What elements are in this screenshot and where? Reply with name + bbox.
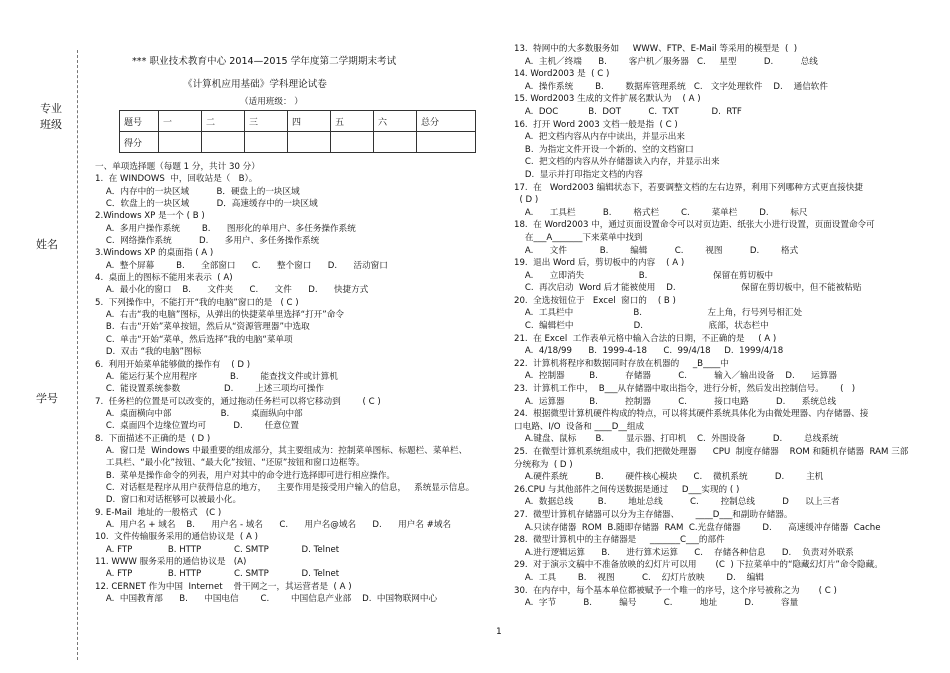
question-line: C. 编辑栏中 D. 底部，状态栏中 xyxy=(514,321,769,332)
right-question-column xyxy=(514,43,908,610)
question-line: A．内存中的一块区域 B．硬盘上的一块区域 xyxy=(95,186,300,197)
question-line: A. 右击“我的电脑”图标，从弹出的快捷菜单里选择“打开”命令 xyxy=(95,310,344,321)
question-line: B. 为指定文件开设一个新的、空的文档窗口 xyxy=(514,144,694,155)
question-line: 9. E-Mail 地址的一般格式 (C ) xyxy=(95,507,222,518)
score-table-header-row xyxy=(120,111,476,132)
question-line: 23. 计算机工作中， B___从存储器中取出指令，进行分析，然后发出控制信号。 ( ) xyxy=(514,384,856,395)
question-line: 10. 文件传输服务采用的通信协议是 ( A ) xyxy=(95,532,258,543)
question-line: A. 窗口是 Windows 中最重要的组成部分，其主要组成为：控制菜单图标、标题栏、菜单栏、 xyxy=(95,445,468,456)
question-line: A. 立即消失 B. 保留在剪切板中 xyxy=(514,270,774,281)
question-line: A. 最小化的窗口 B. 文件夹 C. 文件 D. 快捷方式 xyxy=(95,285,369,296)
score-input-cell[interactable] xyxy=(245,132,288,153)
question-line: 分统称为 ( D ) xyxy=(514,459,573,470)
score-table-score-row xyxy=(120,132,476,153)
question-line: A. 整个屏幕 B. 全部窗口 C. 整个窗口 D. 活动窗口 xyxy=(95,260,388,271)
table-cell: 四 xyxy=(288,111,331,132)
table-cell: 三 xyxy=(245,111,288,132)
side-label-student-id: 学号 xyxy=(36,392,58,405)
question-line: A. 把文档内容从内存中读出，并显示出来 xyxy=(514,132,685,143)
question-line: 29. 对于演示文稿中不准备放映的幻灯片可以用 (C ) 下拉菜单中的“隐藏幻灯片”命令隐藏。 xyxy=(514,560,883,571)
question-line: A. 运算器 B. 控制器 C. 接口电路 D. 系统总线 xyxy=(514,396,837,407)
question-line: A. 操作系统 B. 数据库管理系统 C. 文字处理软件 D. 通信软件 xyxy=(514,81,828,92)
question-line: 11. WWW 服务采用的通信协议是 (A) xyxy=(95,557,247,567)
question-line: D. 窗口和对话框够可以被最小化。 xyxy=(95,495,242,506)
question-line: A. 桌面横向中部 B. 桌面纵向中部 xyxy=(95,408,303,419)
exam-title: *** 职业技术教育中心 2014—2015 学年度第二学期期末考试 xyxy=(132,56,397,67)
score-input-cell[interactable] xyxy=(417,132,476,153)
question-line: 18. 在 Word2003 中，通过页面设置命令可以对页边距、纸张大小进行设置，页面设置命令可 xyxy=(514,220,875,231)
question-line: 工具栏、“最小化”按钮、“最大化”按钮、“还原”按钮和窗口边框等。 xyxy=(95,458,365,469)
left-question-column xyxy=(95,161,474,605)
question-line: A.只读存储器 ROM B.随即存储器 RAM C.光盘存储器 D. 高速缓冲存储器 Cache xyxy=(514,522,881,533)
table-cell: 二 xyxy=(202,111,245,132)
question-line: 2.Windows XP 是一个 ( B ) xyxy=(95,211,205,222)
question-line: A. 工具 B. 视图 C. 幻灯片放映 D. 编辑 xyxy=(514,572,764,583)
question-line: 在___A_______下来菜单中找到 xyxy=(514,232,643,243)
question-line: A. 主机／终端 B. 客户机／服务器 C. 星型 D. 总线 xyxy=(514,56,818,67)
question-line: A. FTP B. HTTP C. SMTP D. Telnet xyxy=(95,544,340,555)
side-label-class: 班级 xyxy=(40,118,62,131)
question-line: C. 把文档的内容从外存储器读入内存，并显示出来 xyxy=(514,157,720,168)
question-line: A.硬件系统 B. 硬件核心模块 C. 微机系统 D. 主机 xyxy=(514,472,824,483)
score-input-cell[interactable] xyxy=(202,132,245,153)
question-line: A.进行逻辑运算 B. 进行算术运算 C. 存储各种信息 D. 负责对外联系 xyxy=(514,547,854,558)
table-cell: 得分 xyxy=(120,132,159,153)
question-line: C. 网络操作系统 D. 多用户、多任务操作系统 xyxy=(95,236,320,247)
question-line: 19. 退出 Word 后，剪切板中的内容 ( A ) xyxy=(514,258,685,269)
score-table xyxy=(119,110,476,153)
question-line: A. 用户名 + 域名 B. 用户名 - 域名 C. 用户名@域名 D. 用户名 #域名 xyxy=(95,519,452,530)
question-line: 28. 微型计算机中的主存储器是 _______C___的部件 xyxy=(514,535,725,546)
question-line: 14. Word2003 是 ( C ) xyxy=(514,69,610,80)
question-line: A. 多用户操作系统 B. 图形化的单用户、多任务操作系统 xyxy=(95,223,356,234)
question-line: C. 再次启动 Word 后才能被使用 D. 保留在剪切板中，但不能被粘贴 xyxy=(514,283,862,294)
question-line: 一、单项选择题（每题 1 分，共计 30 分） xyxy=(95,162,260,172)
question-line: 1. 在 WINDOWS 中，回收站是（ B）。 xyxy=(95,174,258,185)
question-line: 16. 打开 Word 2003 文档一般是指 ( C ) xyxy=(514,119,678,130)
question-line: 5. 下列操作中，不能打开“我的电脑”窗口的是 ( C ) xyxy=(95,297,299,308)
side-label-name: 姓名 xyxy=(36,238,58,251)
side-label-major: 专业 xyxy=(40,102,62,115)
question-line: D. 显示并打印指定文档的内容 xyxy=(514,169,643,180)
question-line: 24. 根据微型计算机硬件构成的特点，可以将其硬件系统具体化为由微处理器、内存储器、接 xyxy=(514,409,869,420)
question-line: ( D ) xyxy=(514,195,539,206)
table-cell: 题号 xyxy=(120,111,159,132)
table-cell: 六 xyxy=(374,111,417,132)
question-line: 27. 微型计算机存储器可以分为主存储器、 ____D___和副助存储器。 xyxy=(514,509,793,520)
question-line: 口电路、I/O 设备和 ____D__组成 xyxy=(514,421,645,432)
score-input-cell[interactable] xyxy=(288,132,331,153)
question-line: C．软盘上的一块区域 D．高速缓存中的一块区域 xyxy=(95,199,318,210)
binding-line xyxy=(77,50,78,660)
question-line: A. 控制器 B. 存储器 C. 输入／输出设备 D. 运算器 xyxy=(514,371,837,382)
question-line: B. 菜单是操作命令的列表，用户对其中的命令进行选择即可进行相应操作。 xyxy=(95,470,396,481)
question-line: 7. 任务栏的位置是可以改变的，通过拖动任务栏可以将它移动到 ( C ) xyxy=(95,396,381,407)
question-line: 20. 全选按钮位于 Excel 窗口的 ( B ) xyxy=(514,295,676,306)
score-input-cell[interactable] xyxy=(331,132,374,153)
question-line: 3.Windows XP 的桌面指 ( A ) xyxy=(95,248,214,259)
question-line: 4. 桌面上的图标不能用来表示 ( A) xyxy=(95,273,233,284)
question-line: A. 4/18/99 B. 1999-4-18 C. 99/4/18 D. 1999/4/18 xyxy=(514,346,784,357)
question-line: 6. 利用开始菜单能够做的操作有 ( D ) xyxy=(95,359,251,370)
score-input-cell[interactable] xyxy=(159,132,202,153)
question-line: 8. 下面描述不正确的是 ( D ) xyxy=(95,433,211,444)
question-line: A. 中国教育部 B. 中国电信 C. 中国信息产业部 D. 中国物联网中心 xyxy=(95,594,438,605)
question-line: B. 右击“开始”菜单按钮，然后从“资源管理器”中选取 xyxy=(95,322,310,333)
table-cell: 五 xyxy=(331,111,374,132)
paper-title: 《计算机应用基础》学科理论试卷 xyxy=(183,79,327,90)
question-line: A. DOC B. DOT C. TXT D. RTF xyxy=(514,106,742,117)
question-line: 26.CPU 与其他部件之间传送数据是通过 D___实现的 ( ) xyxy=(514,484,740,495)
table-cell: 总分 xyxy=(417,111,476,132)
question-line: A. 文件 B. 编辑 C. 视图 D. 格式 xyxy=(514,245,799,256)
score-input-cell[interactable] xyxy=(374,132,417,153)
question-line: 13. 特网中的大多数服务如 WWW、FTP、E-Mail 等采用的模型是 ( ) xyxy=(514,44,798,54)
question-line: 12. CERNET 作为中国 Internet 骨干网之一，其运营者是 ( A ) xyxy=(95,581,352,592)
question-line: 17. 在 Word2003 编辑状态下，若要调整文档的左右边界，利用下列哪种方式更直接快捷 xyxy=(514,182,864,193)
question-line: A. 能运行某个应用程序 B. 能查找文件或计算机 xyxy=(95,371,338,382)
applicable-class: （适用班级： ） xyxy=(240,97,303,107)
question-line: 25. 在微型计算机系统组成中，我们把微处理器 CPU 制度存储器 ROM 和随机存储器 RAM 三部 xyxy=(514,447,909,457)
question-line: A. 数据总线 B. 地址总线 C. 控制总线 D 以上三者 xyxy=(514,497,840,508)
question-line: 15. Word2003 生成的文件扩展名默认为 ( A ) xyxy=(514,94,701,105)
question-line: A.键盘、鼠标 B. 显示器、打印机 C. 外围设备 D. 总线系统 xyxy=(514,434,839,445)
question-line: 21. 在 Excel 工作表单元格中输入合法的日期，不正确的是 ( A ) xyxy=(514,333,777,344)
question-line: A. 工具栏中 B. 左上角，行号列号相汇处 xyxy=(514,308,803,319)
question-line: C. 桌面四个边缘位置均可 D. 任意位置 xyxy=(95,421,299,432)
question-line: A. FTP B. HTTP C. SMTP D. Telnet xyxy=(95,569,340,580)
table-cell: 一 xyxy=(159,111,202,132)
question-line: 22. 计算机将程序和数据同时存放在机器的 _B____中 xyxy=(514,358,729,369)
question-line: A. 工具栏 B. 格式栏 C. 菜单栏 D. 标尺 xyxy=(514,207,808,218)
question-line: D. 双击 “我的电脑”图标 xyxy=(95,347,202,358)
question-line: C. 对话框是程序从用户获得信息的地方， 主要作用是接受用户输入的信息， 系统显示信息。 xyxy=(95,482,475,493)
question-line: C. 能设置系统参数 D. 上述三项均可操作 xyxy=(95,384,324,395)
question-line: A. 字节 B. 编号 C. 地址 D. 容量 xyxy=(514,598,799,609)
question-line: 30. 在内存中，每个基本单位都被赋予一个唯一的序号，这个序号被称之为 ( C ) xyxy=(514,585,837,596)
page-number: 1 xyxy=(496,627,502,637)
question-line: C. 单击“开始“菜单，然后选择”我的电脑“菜单项 xyxy=(95,334,293,345)
